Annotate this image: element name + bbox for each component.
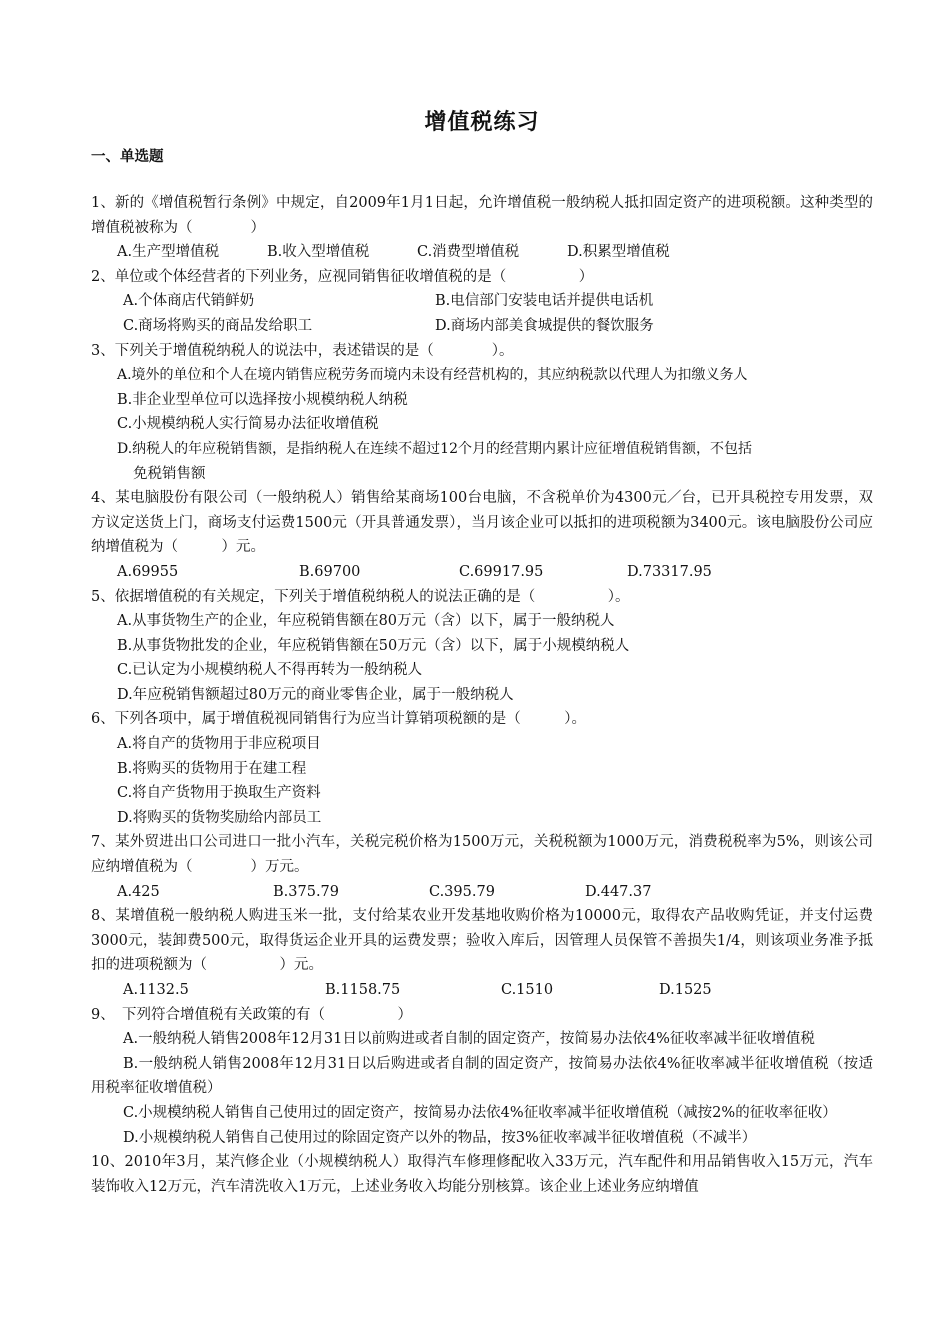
question-stem: 9、 下列符合增值税有关政策的有（ ）: [91, 1006, 412, 1023]
option-b: B.将购买的货物用于在建工程: [117, 760, 307, 777]
question-stem: 8、某增值税一般纳税人购进玉米一批，支付给某农业开发基地收购价格为10000元，取得农产品收购凭证，并支付运费3000元，装卸费500元，取得货运企业开具的运费发票；验收入库后，因管理人员保管不善损失1/4，则该项业务准予抵扣的进项税额为（ ）元。: [91, 908, 873, 974]
question-4: [91, 486, 873, 584]
question-7: [91, 830, 873, 904]
option-d-continued: 免税销售额: [133, 465, 206, 482]
option-c: C.已认定为小规模纳税人不得再转为一般纳税人: [117, 662, 423, 679]
question-3: [91, 339, 873, 487]
option-b: B.非企业型单位可以选择按小规模纳税人纳税: [117, 391, 408, 408]
question-6: [91, 707, 873, 830]
option-c: C.消费型增值税: [417, 244, 520, 261]
question-stem: 3、下列关于增值税纳税人的说法中，表述错误的是（ ）。: [91, 342, 514, 359]
question-stem: 1、新的《增值税暂行条例》中规定，自2009年1月1日起，允许增值税一般纳税人抵扣固定资产的进项税额。这种类型的增值税被称为（ ）: [91, 195, 873, 236]
option-row: [91, 978, 873, 1003]
option-d: D.小规模纳税人销售自己使用过的除固定资产以外的物品，按3%征收率减半征收增值税（不减半）: [123, 1129, 757, 1146]
option-row: [91, 289, 873, 314]
option-b: B.收入型增值税: [267, 244, 370, 261]
question-stem: 5、依据增值税的有关规定，下列关于增值税纳税人的说法正确的是（ ）。: [91, 588, 630, 605]
option-a: A.1132.5: [123, 982, 189, 998]
option-row: [91, 560, 873, 585]
question-stem: 4、某电脑股份有限公司（一般纳税人）销售给某商场100台电脑，不含税单价为4300元／台，已开具税控专用发票，双方议定送货上门，商场支付运费1500元（开具普通发票），当月该企业可以抵扣的进项税额为3400元。该电脑股份公司应纳增值税为（ ）元。: [91, 490, 873, 556]
question-stem: 7、某外贸进出口公司进口一批小汽车，关税完税价格为1500万元，关税税额为1000万元，消费税税率为5%，则该公司应纳增值税为（ ）万元。: [91, 834, 873, 876]
option-d: D.积累型增值税: [567, 244, 670, 261]
option-b: B.375.79: [273, 883, 340, 900]
option-a: A.将自产的货物用于非应税项目: [117, 736, 321, 753]
option-d: D.将购买的货物奖励给内部员工: [117, 809, 322, 826]
option-c: C.商场将购买的商品发给职工: [123, 317, 313, 334]
document-body: [91, 108, 873, 1199]
question-stem: 2、单位或个体经营者的下列业务，应视同销售征收增值税的是（ ）: [91, 268, 594, 285]
option-d: D.1525: [659, 982, 712, 998]
option-b: B.69700: [299, 563, 361, 580]
option-b: B.从事货物批发的企业，年应税销售额在50万元（含）以下，属于小规模纳税人: [117, 637, 630, 654]
option-c: C.小规模纳税人销售自己使用过的固定资产，按简易办法依4%征收率减半征收增值税（减按2%的征收率征收）: [123, 1104, 837, 1121]
option-a: A.个体商店代销鲜奶: [123, 293, 255, 310]
option-a: A.境外的单位和个人在境内销售应税劳务而境内未设有经营机构的，其应纳税款以代理人为扣缴义务人: [117, 367, 748, 384]
option-a: A.425: [117, 883, 160, 900]
option-c: C.小规模纳税人实行简易办法征收增值税: [117, 416, 379, 433]
option-d: D.447.37: [585, 883, 652, 900]
option-d: D.73317.95: [627, 563, 712, 580]
option-b: B.1158.75: [325, 982, 401, 998]
option-row: [91, 240, 873, 265]
question-8: [91, 904, 873, 1002]
option-a: A.生产型增值税: [117, 244, 220, 261]
question-5: [91, 585, 873, 708]
question-1: [91, 191, 873, 265]
option-a: A.一般纳税人销售2008年12月31日以前购进或者自制的固定资产，按简易办法依4%征收率减半征收增值税: [123, 1031, 815, 1048]
option-row: [91, 880, 873, 905]
option-d: D.商场内部美食城提供的餐饮服务: [435, 317, 654, 334]
option-c: C.69917.95: [459, 563, 544, 580]
option-a: A.从事货物生产的企业，年应税销售额在80万元（含）以下，属于一般纳税人: [117, 613, 615, 630]
option-c: C.将自产货物用于换取生产资料: [117, 785, 321, 802]
page-title: 增值税练习: [424, 110, 540, 135]
option-row: [91, 314, 873, 339]
question-stem: 10、2010年3月，某汽修企业（小规模纳税人）取得汽车修理修配收入33万元，汽车配件和用品销售收入15万元，汽车装饰收入12万元，汽车清洗收入1万元，上述业务收入均能分别核算。该企业上述业务应纳增值: [91, 1154, 873, 1195]
option-c: C.395.79: [429, 883, 495, 900]
option-d: D.年应税销售额超过80万元的商业零售企业，属于一般纳税人: [117, 686, 514, 703]
option-b: B.一般纳税人销售2008年12月31日以后购进或者自制的固定资产，按简易办法依4%征收率减半征收增值税（按适用税率征收增值税）: [91, 1055, 873, 1097]
question-10: [91, 1150, 873, 1199]
option-c: C.1510: [501, 982, 554, 998]
option-a: A.69955: [117, 563, 179, 580]
question-stem: 6、下列各项中，属于增值税视同销售行为应当计算销项税额的是（ ）。: [91, 711, 586, 728]
option-d: D.纳税人的年应税销售额，是指纳税人在连续不超过12个月的经营期内累计应征增值税销售额，不包括: [117, 440, 752, 457]
option-b: B.电信部门安装电话并提供电话机: [435, 293, 654, 310]
question-9: [91, 1003, 873, 1151]
question-2: [91, 265, 873, 339]
section-heading: 一、单选题: [91, 149, 164, 165]
